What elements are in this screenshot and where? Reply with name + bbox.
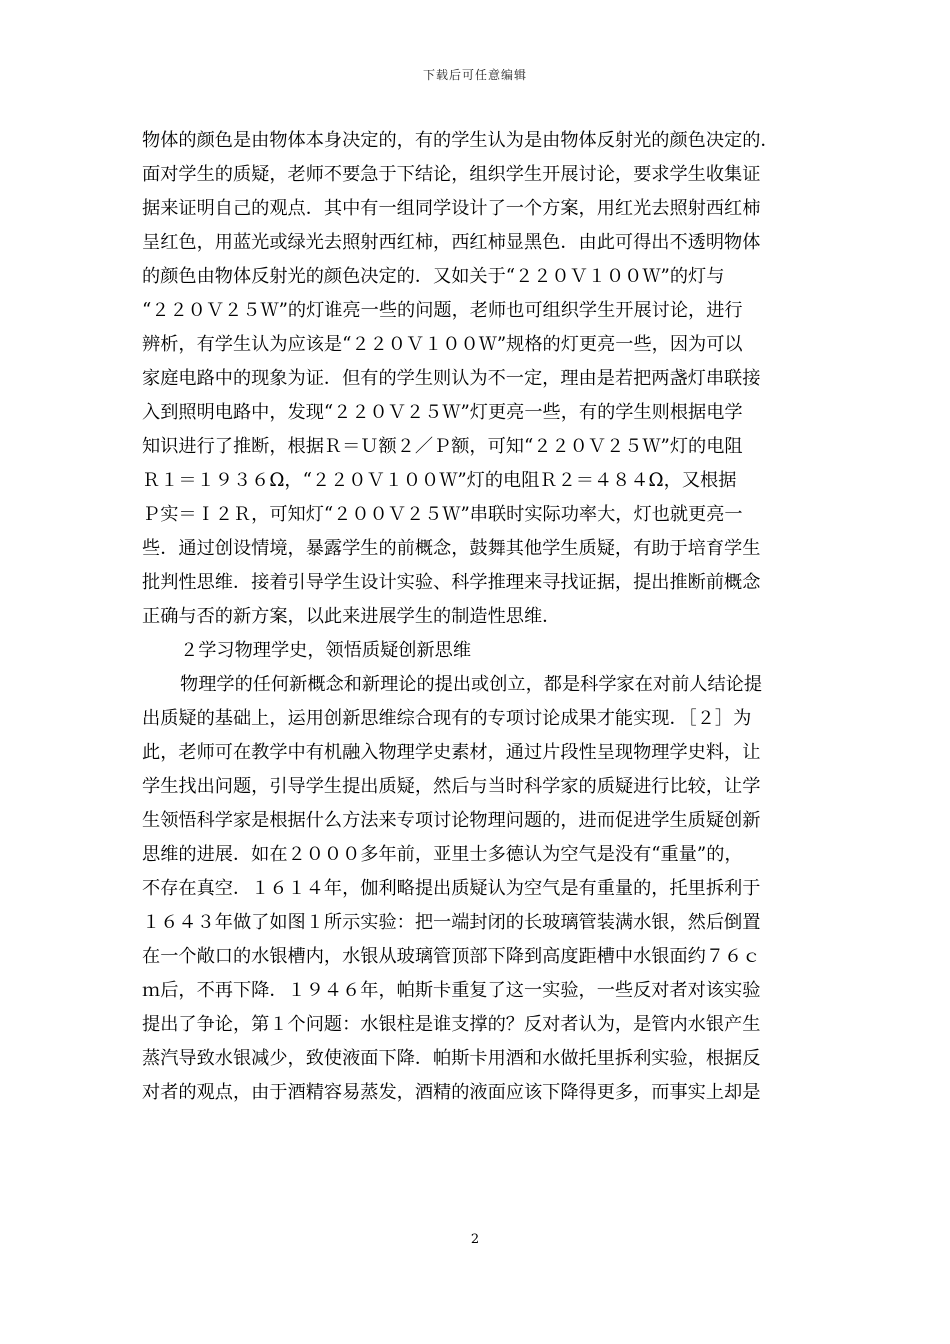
text-line: 批判性思维．接着引导学生设计实验、科学推理来寻找证据，提出推断前概念 [142, 572, 761, 593]
paragraph-first-line: 物理学的任何新概念和新理论的提出或创立，都是科学家在对前人结论提 [180, 674, 763, 695]
text-line: 不存在真空．１６１４年，伽利略提出质疑认为空气是有重量的，托里拆利于 [142, 878, 761, 899]
text-line: 出质疑的基础上，运用创新思维综合现有的专项讨论成果才能实现．［２］为 [142, 708, 752, 729]
text-line: 提出了争论，第１个问题：水银柱是谁支撑的？反对者认为，是管内水银产生 [142, 1014, 761, 1035]
document-body [142, 124, 822, 1110]
text-line: 面对学生的质疑，老师不要急于下结论，组织学生开展讨论，要求学生收集证 [142, 164, 761, 185]
text-line: 对者的观点，由于酒精容易蒸发，酒精的液面应该下降得更多，而事实上却是 [142, 1082, 761, 1103]
text-line: 学生找出问题，引导学生提出质疑，然后与当时科学家的质疑进行比较，让学 [142, 776, 761, 797]
text-line: 呈红色，用蓝光或绿光去照射西红柿，西红柿显黑色．由此可得出不透明物体 [142, 232, 761, 253]
text-line: 蒸汽导致水银减少，致使液面下降．帕斯卡用酒和水做托里拆利实验，根据反 [142, 1048, 761, 1069]
page-header: 下载后可任意编辑 [422, 68, 527, 82]
text-line: 些．通过创设情境，暴露学生的前概念，鼓舞其他学生质疑，有助于培育学生 [142, 538, 761, 559]
text-line: 在一个敞口的水银槽内，水银从玻璃管顶部下降到高度距槽中水银面约７６ｃ [142, 946, 761, 967]
section-heading: ２学习物理学史，领悟质疑创新思维 [180, 640, 472, 661]
page-number: 2 [470, 1232, 480, 1247]
text-line: 生领悟科学家是根据什么方法来专项讨论物理问题的，进而促进学生质疑创新 [142, 810, 761, 831]
text-line: 知识进行了推断，根据Ｒ＝Ｕ额２／Ｐ额，可知“２２０Ｖ２５Ｗ”灯的电阻 [142, 436, 743, 457]
text-line: 正确与否的新方案，以此来进展学生的制造性思维． [142, 606, 561, 627]
text-line: Ｒ１＝１９３６Ω，“２２０Ｖ１００Ｗ”灯的电阻Ｒ２＝４８４Ω，又根据 [142, 470, 737, 491]
text-line: 据来证明自己的观点．其中有一组同学设计了一个方案，用红光去照射西红柿 [142, 198, 761, 219]
text-line: 辨析，有学生认为应该是“２２０Ｖ１００Ｗ”规格的灯更亮一些，因为可以 [142, 334, 743, 355]
text-line: １６４３年做了如图１所示实验：把一端封闭的长玻璃管装满水银，然后倒置 [142, 912, 761, 933]
text-line: “２２０Ｖ２５Ｗ”的灯谁亮一些的问题，老师也可组织学生开展讨论，进行 [142, 300, 743, 321]
text-line: Ｐ实＝Ｉ２Ｒ，可知灯“２００Ｖ２５Ｗ”串联时实际功率大，灯也就更亮一 [142, 504, 743, 525]
text-line: 家庭电路中的现象为证．但有的学生则认为不一定，理由是若把两盏灯串联接 [142, 368, 761, 389]
text-line: 物体的颜色是由物体本身决定的，有的学生认为是由物体反射光的颜色决定的． [142, 130, 779, 151]
text-line: 此，老师可在教学中有机融入物理学史素材，通过片段性呈现物理学史料，让 [142, 742, 761, 763]
text-line: 思维的进展．如在２０００多年前，亚里士多德认为空气是没有“重量”的， [142, 844, 743, 865]
text-line: 的颜色由物体反射光的颜色决定的．又如关于“２２０Ｖ１００Ｗ”的灯与 [142, 266, 725, 287]
text-line: ｍ后，不再下降．１９４６年，帕斯卡重复了这一实验，一些反对者对该实验 [142, 980, 761, 1001]
text-line: 入到照明电路中，发现“２２０Ｖ２５Ｗ”灯更亮一些，有的学生则根据电学 [142, 402, 743, 423]
